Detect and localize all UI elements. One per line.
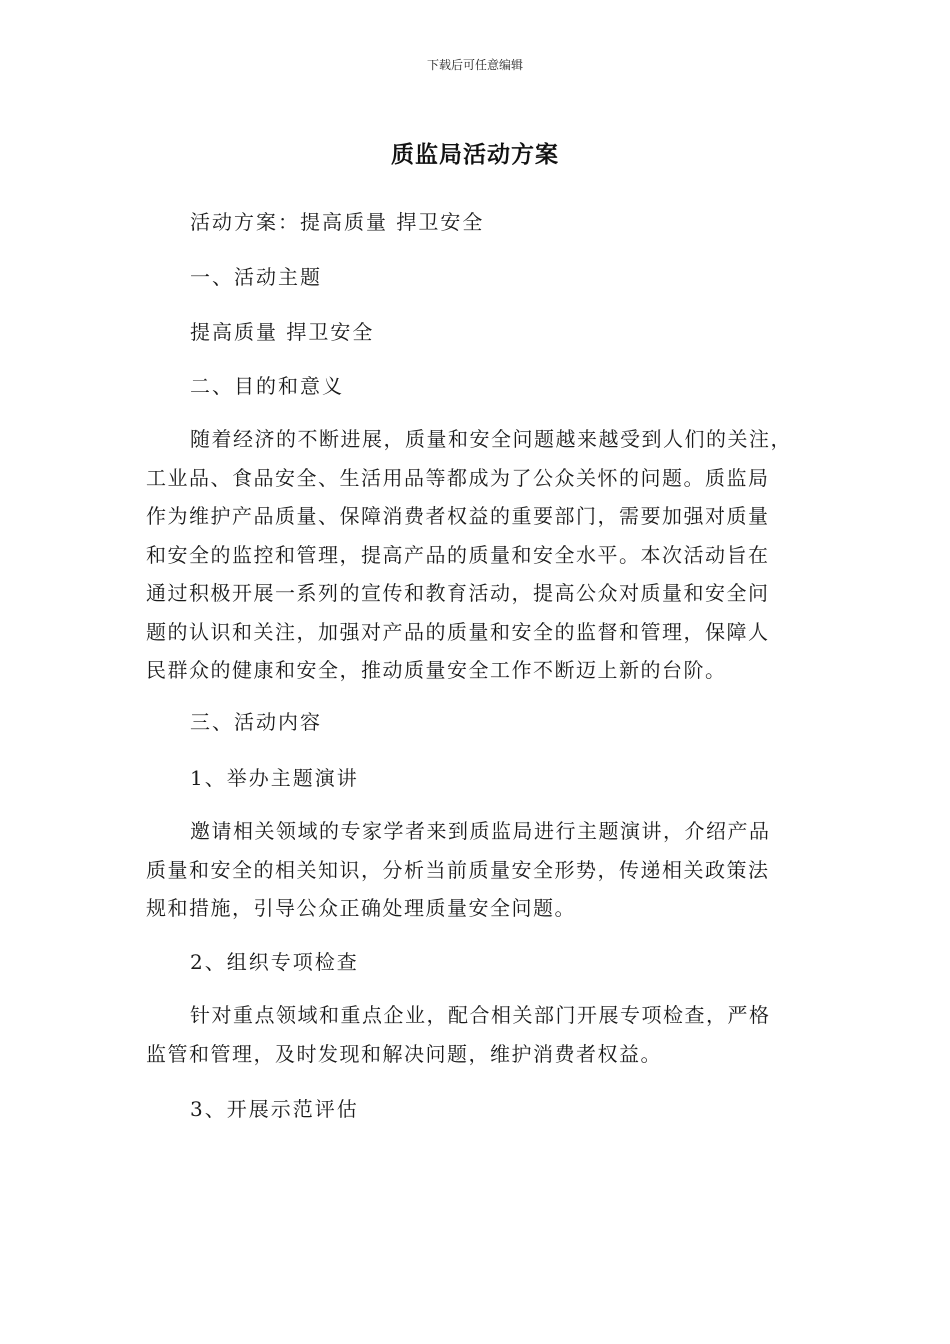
paragraph-line: 民群众的健康和安全，推动质量安全工作不断迈上新的台阶。 bbox=[146, 658, 727, 682]
subtitle-line: 活动方案：提高质量 捍卫安全 bbox=[190, 210, 485, 234]
paragraph-line: 邀请相关领域的专家学者来到质监局进行主题演讲，介绍产品 bbox=[190, 819, 771, 843]
paragraph-line: 和安全的监控和管理，提高产品的质量和安全水平。本次活动旨在 bbox=[146, 542, 770, 567]
section1-heading: 一、活动主题 bbox=[190, 265, 322, 289]
paragraph-line: 工业品、食品安全、生活用品等都成为了公众关怀的问题。质监局 bbox=[146, 465, 770, 490]
paragraph-line: 规和措施，引导公众正确处理质量安全问题。 bbox=[146, 896, 576, 920]
paragraph-line: 监管和管理，及时发现和解决问题，维护消费者权益。 bbox=[146, 1041, 662, 1066]
paragraph-line: 通过积极开展一系列的宣传和教育活动，提高公众对质量和安全问 bbox=[146, 581, 770, 605]
paragraph-line: 质量和安全的相关知识，分析当前质量安全形势，传递相关政策法 bbox=[146, 857, 770, 882]
item2-paragraph bbox=[146, 996, 806, 1073]
item2-heading: 2、组织专项检查 bbox=[190, 950, 359, 974]
section3-heading: 三、活动内容 bbox=[190, 710, 322, 734]
item3-heading: 3、开展示范评估 bbox=[190, 1097, 359, 1121]
paragraph-line: 题的认识和关注，加强对产品的质量和安全的监督和管理，保障人 bbox=[146, 619, 770, 644]
item1-heading: 1、举办主题演讲 bbox=[190, 766, 359, 790]
header-note: 下载后可任意编辑 bbox=[426, 58, 523, 72]
paragraph-line: 作为维护产品质量、保障消费者权益的重要部门，需要加强对质量 bbox=[146, 504, 770, 528]
item1-paragraph bbox=[146, 812, 806, 928]
section2-heading: 二、目的和意义 bbox=[190, 374, 344, 398]
paragraph-line: 针对重点领域和重点企业，配合相关部门开展专项检查，严格 bbox=[190, 1003, 771, 1027]
section1-text: 提高质量 捍卫安全 bbox=[190, 320, 375, 344]
paragraph-line: 随着经济的不断进展，质量和安全问题越来越受到人们的关注， bbox=[190, 427, 792, 451]
section2-paragraph bbox=[146, 420, 806, 690]
document-title: 质监局活动方案 bbox=[391, 142, 559, 168]
